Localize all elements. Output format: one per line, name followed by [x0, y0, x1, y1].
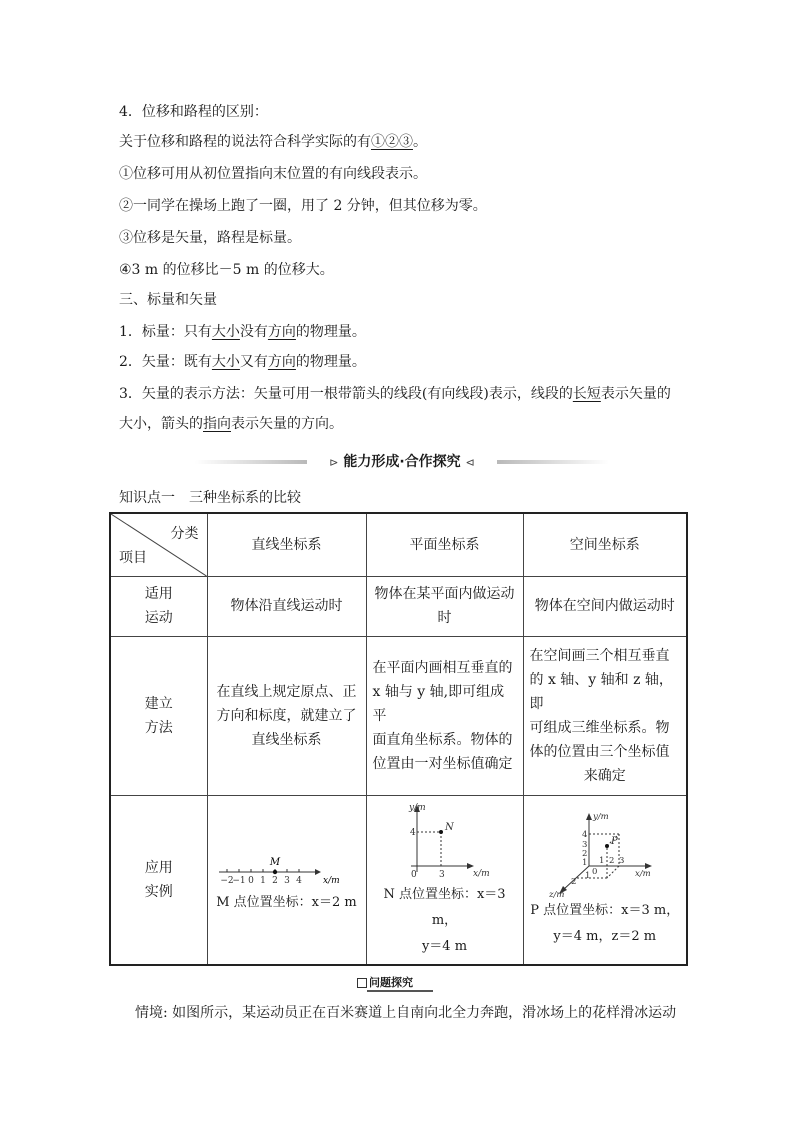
y-axis-arrow	[586, 813, 592, 820]
tick-label: 3	[283, 875, 290, 886]
section3-heading: 三、标量和矢量	[119, 292, 217, 308]
origin-label: 0	[410, 869, 417, 880]
point-p-marker	[605, 844, 609, 848]
tick-label: −1	[231, 875, 246, 886]
table-row-applicable-motion	[110, 577, 687, 637]
point-m-marker	[272, 870, 276, 874]
x-tick-label: 1	[598, 855, 605, 866]
cell-applicable-plane: 物体在某平面内做运动 时	[366, 577, 523, 637]
x-tick-label: 3	[438, 869, 445, 880]
table-header-row	[110, 513, 687, 577]
section-divider	[195, 452, 609, 472]
x-tick-label: 2	[608, 855, 615, 866]
cell-example-space	[523, 795, 687, 965]
statement-2: ②一同学在操场上跑了一圈，用了 2 分钟，但其位移为零。	[119, 198, 487, 214]
y-tick-label: 4	[581, 829, 588, 840]
cell-example-plane	[366, 795, 523, 965]
cell-example-linear	[207, 795, 366, 965]
cell-method-plane: 在平面内画相互垂直的 x 轴与 y 轴,即可组成平 面直角坐标系。物体的 位置由一对坐标值确定	[366, 636, 523, 795]
question-exploration-badge	[357, 975, 437, 991]
number-line-figure	[217, 850, 357, 890]
knowledge-point-title: 知识点一 三种坐标系的比较	[119, 490, 301, 506]
y-axis-label: y/m	[592, 811, 609, 822]
space-coordinate-figure	[549, 810, 661, 898]
row-label-applicable: 适用 运动	[110, 577, 207, 637]
badge-square-icon	[357, 978, 367, 988]
y-tick-label: 3	[581, 839, 588, 850]
y-tick-label: 2	[581, 848, 588, 859]
row-label-method: 建立 方法	[110, 636, 207, 795]
tick-label: 2	[271, 875, 278, 886]
z-tick-label: 2	[570, 876, 577, 887]
number-line-arrow	[315, 869, 321, 875]
z-tick-label: 1	[584, 870, 591, 881]
tick-label: 0	[247, 875, 254, 886]
column-header-space: 空间坐标系	[523, 513, 687, 577]
z-axis-label: z/m	[548, 889, 565, 898]
column-header-plane: 平面坐标系	[366, 513, 523, 577]
intro-answer: ①②③	[371, 134, 413, 150]
divider-right-bar	[497, 460, 609, 464]
corner-item-label: 项目	[119, 550, 147, 567]
y-tick-label: 4	[409, 827, 416, 838]
point-p-coordinate-x: P 点位置坐标：x＝3 m，	[530, 902, 680, 918]
vector-representation-line1: 3．矢量的表示方法：矢量可用一根带箭头的线段(有向线段)表示，线段的长短表示矢量的	[119, 386, 671, 402]
point-n-coordinate-x: N 点位置坐标：x＝3 m，	[383, 886, 506, 928]
section4-heading: 4．位移和路程的区别：	[119, 104, 268, 120]
tick-label: −2	[219, 875, 234, 886]
coordinate-systems-table	[109, 512, 688, 966]
cell-applicable-linear: 物体沿直线运动时	[207, 577, 366, 637]
table-corner-cell	[110, 513, 207, 577]
point-p-coordinate-yz: y＝4 m，z＝2 m	[553, 928, 657, 944]
section4-intro: 关于位移和路程的说法符合科学实际的有①②③。	[119, 134, 427, 150]
statement-3: ③位移是矢量，路程是标量。	[119, 230, 301, 246]
column-header-linear: 直线坐标系	[207, 513, 366, 577]
badge-underline	[367, 990, 433, 992]
cell-method-linear: 在直线上规定原点、正 方向和标度，就建立了 直线坐标系	[207, 636, 366, 795]
y-tick-label: 1	[581, 857, 588, 868]
y-axis-label: y/m	[408, 802, 426, 813]
cell-applicable-space: 物体在空间内做运动时	[523, 577, 687, 637]
tick-label: 4	[295, 875, 302, 886]
corner-category-label: 分类	[170, 526, 199, 542]
statement-1: ①位移可用从初位置指向末位置的有向线段表示。	[119, 166, 427, 182]
x-axis-label: x/m	[322, 875, 340, 886]
table-row-setup-method	[110, 636, 687, 795]
tick-label: 1	[259, 875, 266, 886]
vector-representation-line2: 大小，箭头的指向表示矢量的方向。	[119, 416, 343, 432]
divider-left-bar	[195, 460, 307, 464]
scenario-text: 情境: 如图所示，某运动员正在百米赛道上自南向北全力奔跑，滑冰场上的花样滑冰运动	[135, 1005, 677, 1021]
point-m-coordinate: M 点位置坐标：x＝2 m	[216, 894, 357, 910]
guide-line	[607, 866, 619, 878]
divider-title: ⊳ 能力形成·合作探究 ⊲	[329, 454, 475, 470]
plane-coordinate-figure	[397, 800, 493, 882]
origin-label: 0	[591, 866, 598, 877]
point-n-label: N	[444, 821, 454, 833]
x-tick-label: 3	[618, 855, 625, 866]
point-n-marker	[439, 830, 443, 834]
statement-4: ④3 m 的位移比－5 m 的位移大。	[119, 262, 334, 278]
point-m-label: M	[269, 856, 280, 868]
vector-definition: 2．矢量：既有大小又有方向的物理量。	[119, 354, 366, 370]
x-axis-label: x/m	[472, 868, 490, 879]
cell-method-space: 在空间画三个相互垂直 的 x 轴、y 轴和 z 轴，即 可组成三维坐标系。物 体的位置由三个坐标值 来确定	[523, 636, 687, 795]
point-p-label: P	[610, 835, 618, 847]
badge-label: 问题探究	[369, 976, 413, 989]
point-n-coordinate-y: y＝4 m	[421, 938, 468, 954]
table-row-application-example	[110, 795, 687, 965]
scalar-definition: 1．标量：只有大小没有方向的物理量。	[119, 324, 366, 340]
row-label-example: 应用 实例	[110, 795, 207, 965]
x-axis-label: x/m	[634, 868, 651, 879]
